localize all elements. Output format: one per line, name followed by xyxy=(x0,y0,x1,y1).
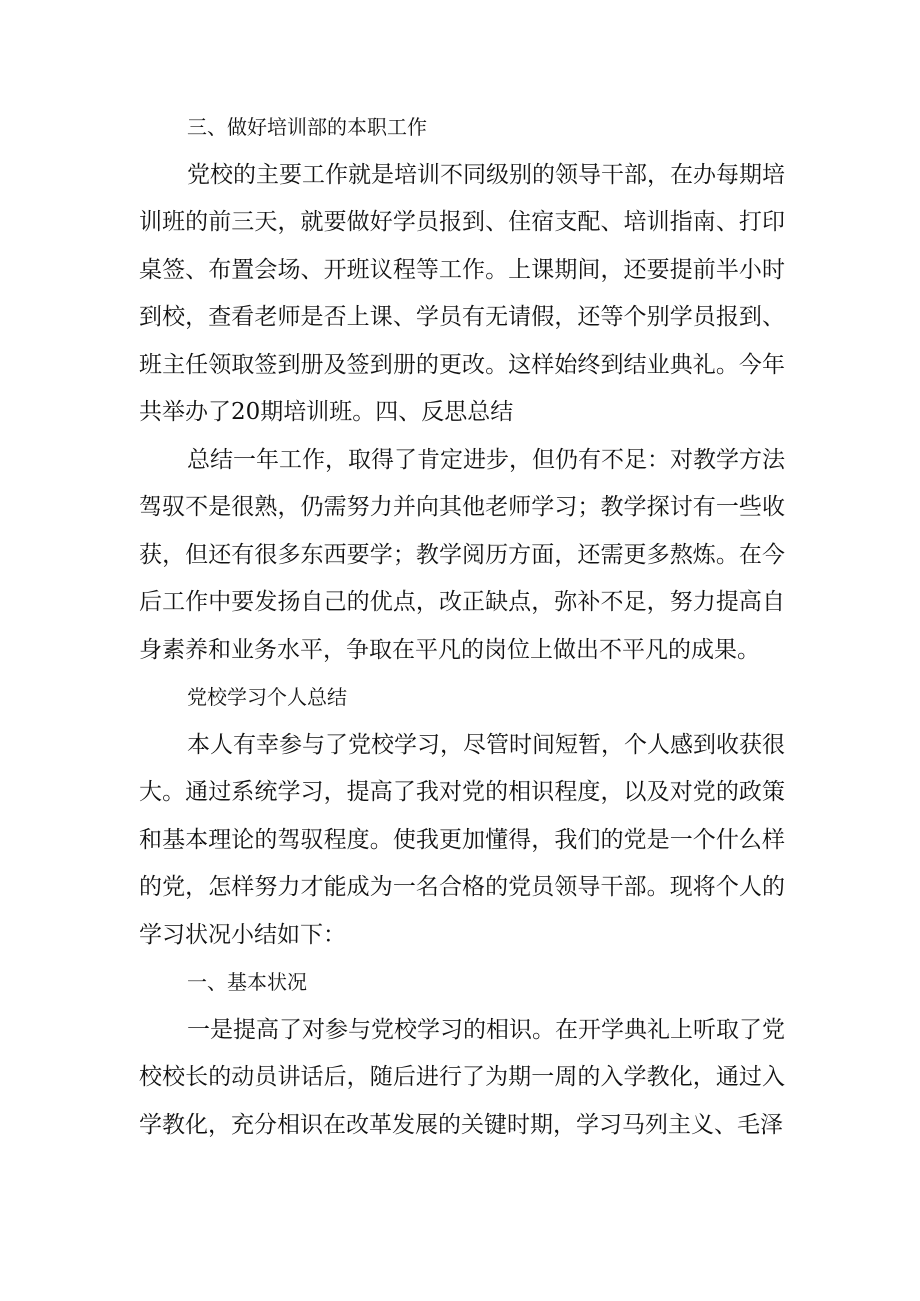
section-heading-basic-status: 一、基本状况 xyxy=(187,970,307,994)
section-heading-personal-summary: 党校学习个人总结 xyxy=(187,685,347,709)
paragraph-reflection: 总结一年工作，取得了肯定进步，但仍有不足：对教学方法驾驭不是很熟，仍需努力并向其他老师学习；教学探讨有一些收获，但还有很多东西要学；教学阅历方面，还需更多熬炼。在今后工作中要发扬自己的优点，改正缺点，弥补不足，努力提高自身素养和业务水平，争取在平凡的岗位上做出不平凡的成果。 xyxy=(139,446,785,663)
document-body xyxy=(139,104,785,1149)
section-heading-training-work: 三、做好培训部的本职工作 xyxy=(187,115,427,139)
paragraph-main-work: 党校的主要工作就是培训不同级别的领导干部，在办每期培训班的前三天，就要做好学员报到、住宿支配、培训指南、打印桌签、布置会场、开班议程等工作。上课期间，还要提前半小时到校，查看老师是否上课、学员有无请假，还等个别学员报到、班主任领取签到册及签到册的更改。这样始终到结业典礼。今年共举办了20期培训班。四、反思总结 xyxy=(139,161,785,425)
paragraph-intro: 本人有幸参与了党校学习，尽管时间短暂，个人感到收获很大。通过系统学习，提高了我对党的相识程度，以及对党的政策和基本理论的驾驭程度。使我更加懂得，我们的党是一个什么样的党，怎样努力才能成为一名合格的党员领导干部。现将个人的学习状况小结如下： xyxy=(139,731,785,948)
paragraph-first-point: 一是提高了对参与党校学习的相识。在开学典礼上听取了党校校长的动员讲话后，随后进行了为期一周的入学教化，通过入学教化，充分相识在改革发展的关键时期，学习马列主义、毛泽 xyxy=(139,1016,785,1138)
